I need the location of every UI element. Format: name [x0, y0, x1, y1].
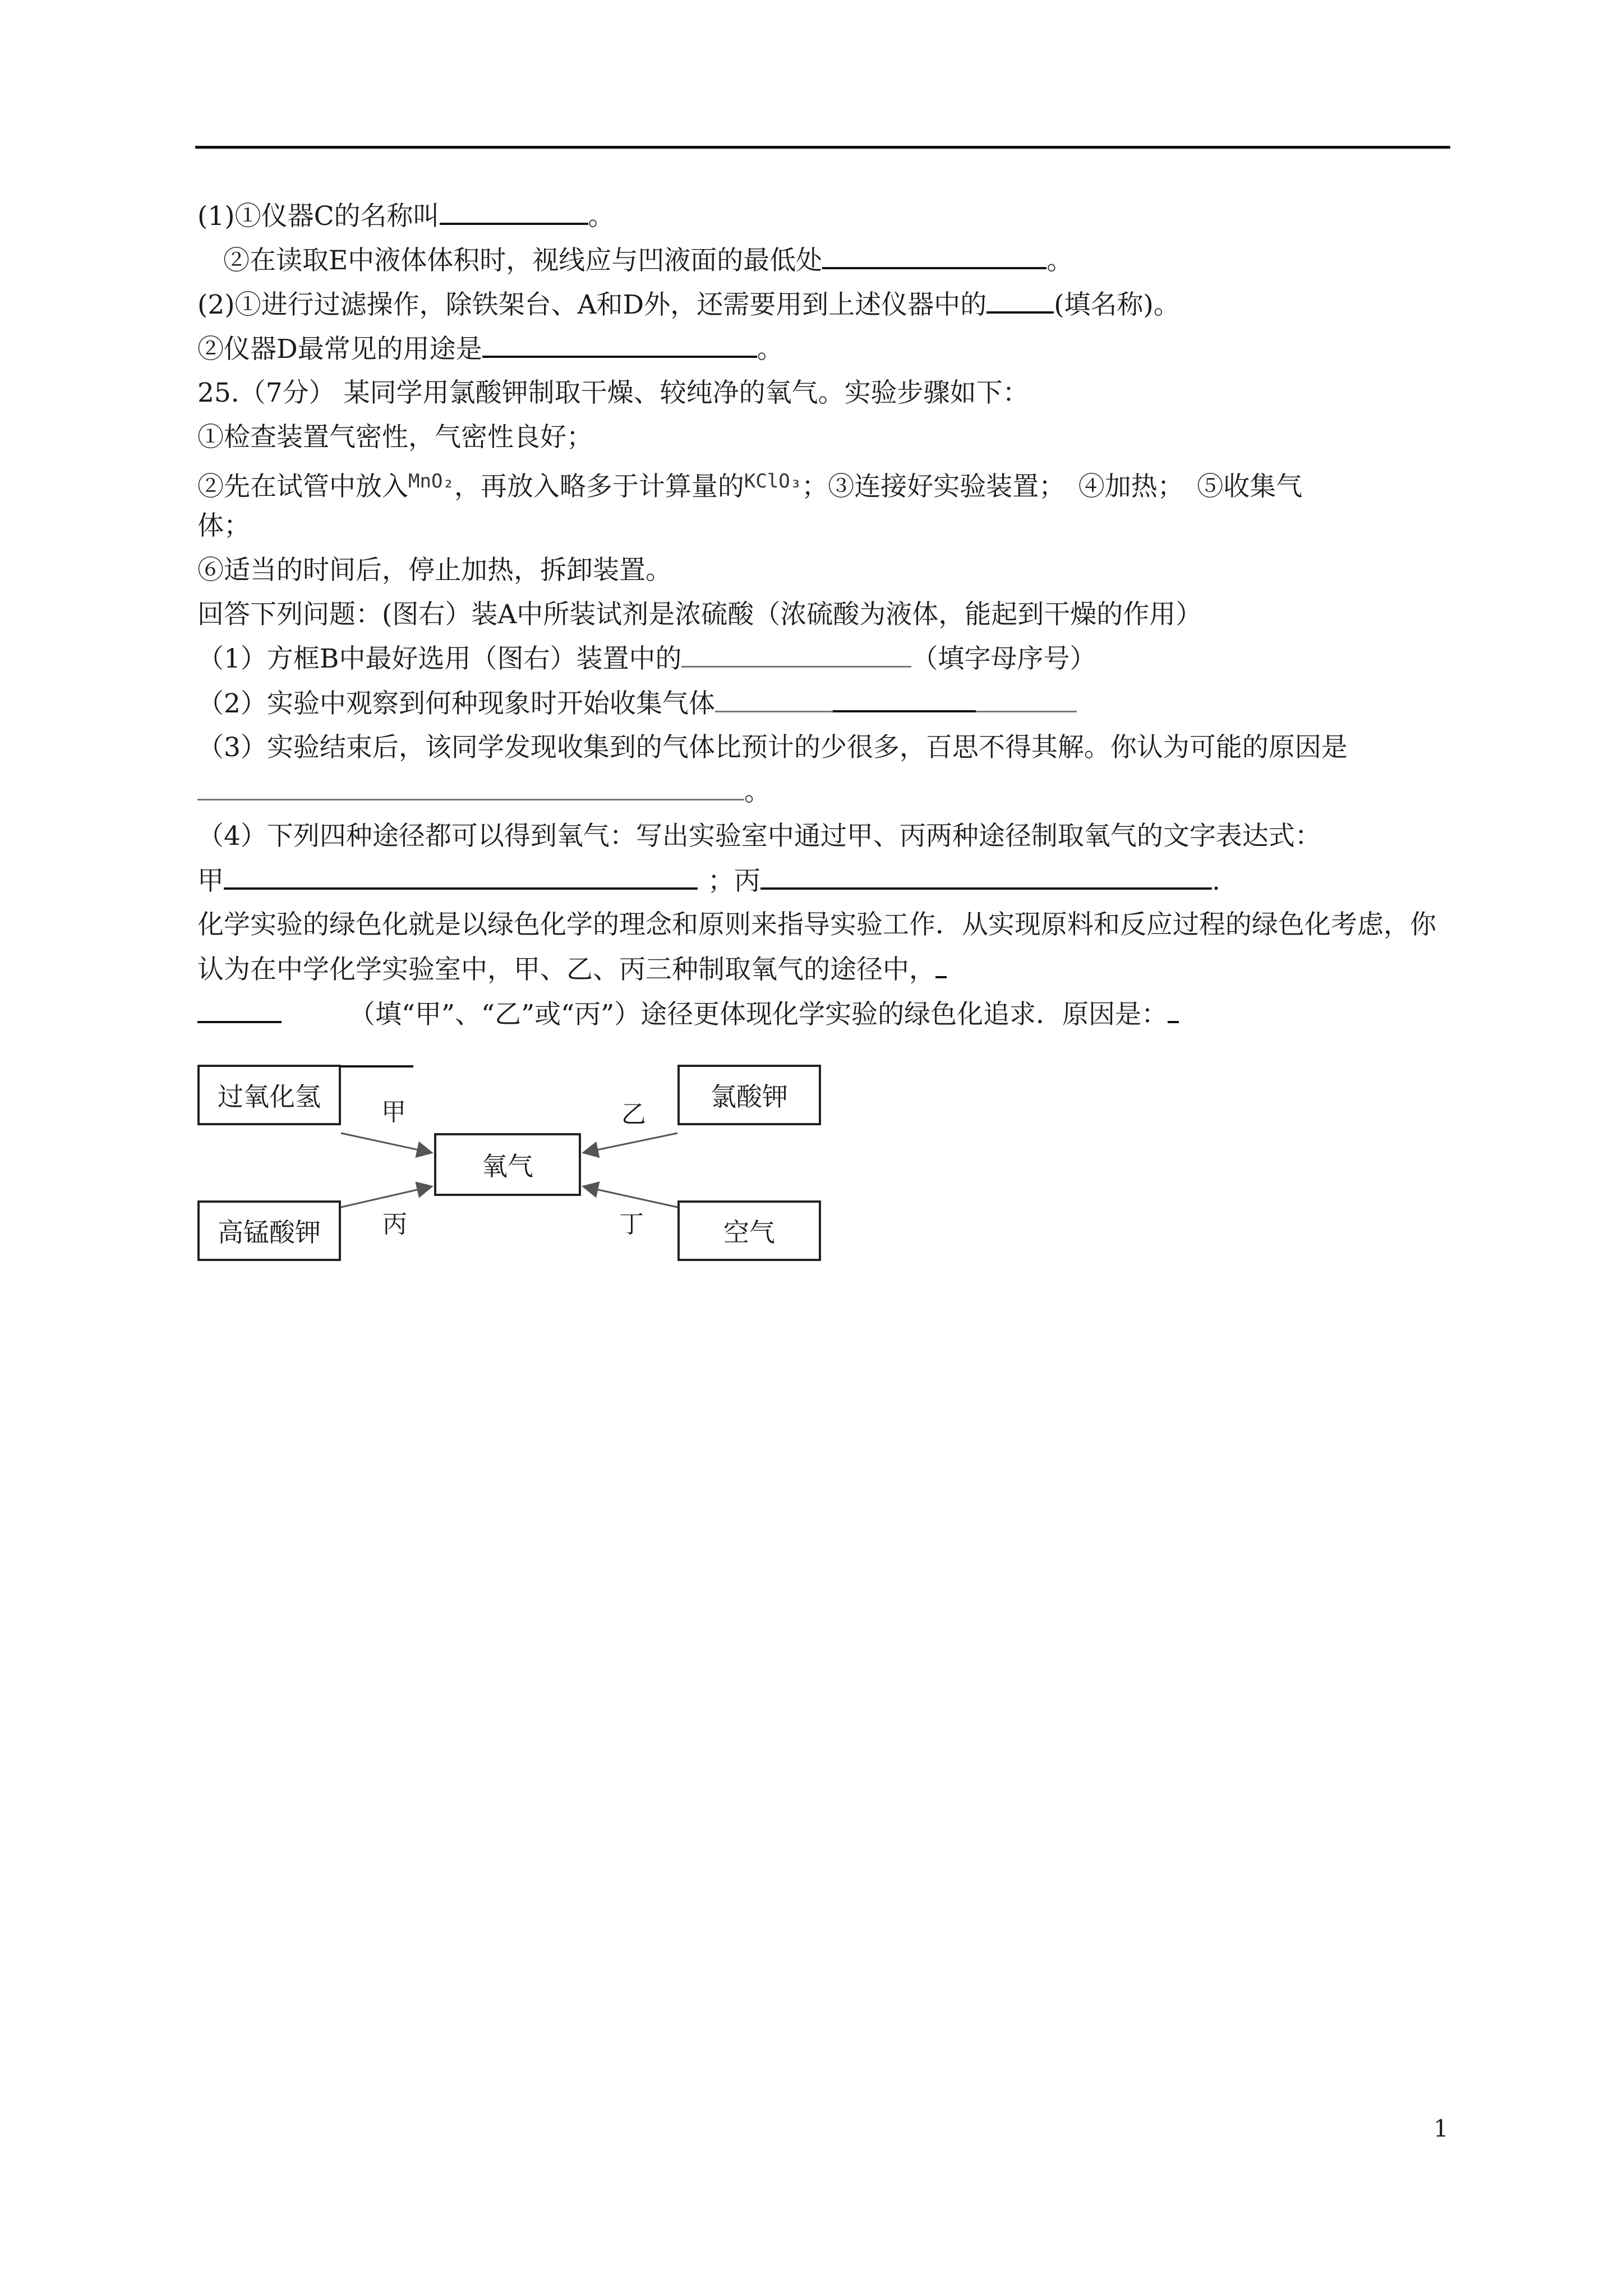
q2-end: 。 [1046, 245, 1073, 276]
reason-blank-start[interactable] [1168, 992, 1179, 1023]
sub-q2-line [197, 681, 1454, 725]
box-air: 空气 [677, 1200, 821, 1261]
q1-text: (1)①仪器C的名称叫 [197, 201, 440, 232]
label-jia: 甲 [381, 1098, 406, 1126]
sub-q1-blank[interactable] [681, 637, 911, 668]
green-chem-reason-text: （填“甲”、“乙”或“丙”）途径更体现化学实验的绿色化追求．原因是： [349, 999, 1168, 1030]
green-chem-text: 化学实验的绿色化就是以绿色化学的理念和原则来指导实验工作．从实现原料和反应过程的绿色化考虑，你认为在中学化学实验室中，甲、乙、丙三种制取氧气的途径中， [197, 909, 1436, 985]
sub-q2-blank-a[interactable] [715, 682, 833, 712]
sub-q2-blank-c[interactable] [976, 682, 1077, 712]
q3-text: (2)①进行过滤操作，除铁架台、A和D外，还需要用到上述仪器中的 [197, 289, 987, 320]
answer-intro: 回答下列问题：(图右）装A中所装试剂是浓硫酸（浓硫酸为液体，能起到干燥的作用） [197, 599, 1202, 630]
oxygen-pathways-diagram [197, 1060, 826, 1262]
sub-q3-line: （3）实验结束后，该同学发现收集到的气体比预计的少很多，百思不得其解。你认为可能的原因是 [197, 732, 1348, 763]
arrow-yi [583, 1133, 677, 1153]
sub-q2-blank-b[interactable] [833, 681, 976, 712]
q4-text: ②仪器D最常见的用途是 [197, 334, 482, 365]
sub-q4-line: （4）下列四种途径都可以得到氧气：写出实验室中通过甲、丙两种途径制取氧气的文字表达式： [197, 821, 1321, 852]
document-body [197, 194, 1454, 1080]
q25-heading: 25.（7分） 某同学用氯酸钾制取干燥、较纯净的氧气。实验步骤如下： [197, 378, 1029, 408]
green-chem-answer-line [197, 992, 1454, 1036]
green-chem-choice-blank[interactable] [197, 992, 282, 1023]
q3-end: (填名称)。 [1054, 289, 1180, 320]
arrow-jia [341, 1133, 432, 1153]
q3-blank[interactable] [986, 282, 1054, 314]
sub-q4-end: . [1212, 866, 1220, 896]
q3-line [197, 282, 1454, 326]
q2-line [197, 238, 1454, 282]
header-rule [195, 146, 1450, 149]
page-number: 1 [1433, 2115, 1449, 2142]
box-potassium-permanganate: 高锰酸钾 [197, 1200, 341, 1261]
label-bing: 丙 [382, 1210, 407, 1239]
sub-q3-end: 。 [744, 776, 771, 807]
step-2-text: ②先在试管中放入 [197, 471, 408, 502]
sub-q3-blank[interactable] [197, 770, 744, 800]
box-hydrogen-peroxide: 过氧化氢 [197, 1065, 341, 1125]
bing-label: ；丙 [708, 866, 760, 896]
sub-q4-answer-line [197, 858, 1454, 903]
step-5-cont: 体； [197, 510, 250, 541]
sub-q1-line [197, 637, 1454, 681]
bing-blank[interactable] [760, 858, 1212, 890]
q1-end: 。 [588, 201, 615, 232]
green-chem-blank-start[interactable] [935, 947, 947, 978]
label-ding: 丁 [619, 1210, 644, 1239]
q1-blank[interactable] [440, 194, 588, 225]
box-oxygen: 氧气 [434, 1133, 581, 1196]
kclo3-formula: KClO₃ [744, 470, 802, 493]
q2-text: ②在读取E中液体体积时，视线应与凹液面的最低处 [223, 245, 823, 276]
label-yi: 乙 [621, 1100, 646, 1129]
sub-q1-text: （1）方框B中最好选用（图右）装置中的 [197, 643, 682, 674]
box-potassium-chlorate: 氯酸钾 [677, 1065, 821, 1125]
step-3-5-text: ；③连接好实验装置； ④加热； ⑤收集气 [801, 471, 1303, 502]
sub-q2-text: （2）实验中观察到何种现象时开始收集气体 [197, 688, 715, 719]
step-2-line [197, 459, 1454, 504]
step-2-text-b: ，再放入略多于计算量的 [454, 471, 744, 502]
jia-blank[interactable] [224, 858, 698, 890]
mno2-formula: MnO₂ [408, 470, 454, 493]
q4-blank[interactable] [482, 326, 757, 358]
green-chem-paragraph [197, 903, 1454, 992]
q2-blank[interactable] [822, 238, 1046, 269]
step-6: ⑥适当的时间后，停止加热，拆卸装置。 [197, 555, 672, 586]
step-1: ①检查装置气密性，气密性良好； [197, 422, 593, 453]
q1-line [197, 194, 1454, 238]
q4-line [197, 326, 1454, 371]
q4-end: 。 [757, 334, 783, 365]
sub-q3-answer-line [197, 770, 1454, 814]
sub-q1-end: （填字母序号） [911, 643, 1096, 674]
jia-label: 甲 [197, 866, 224, 896]
